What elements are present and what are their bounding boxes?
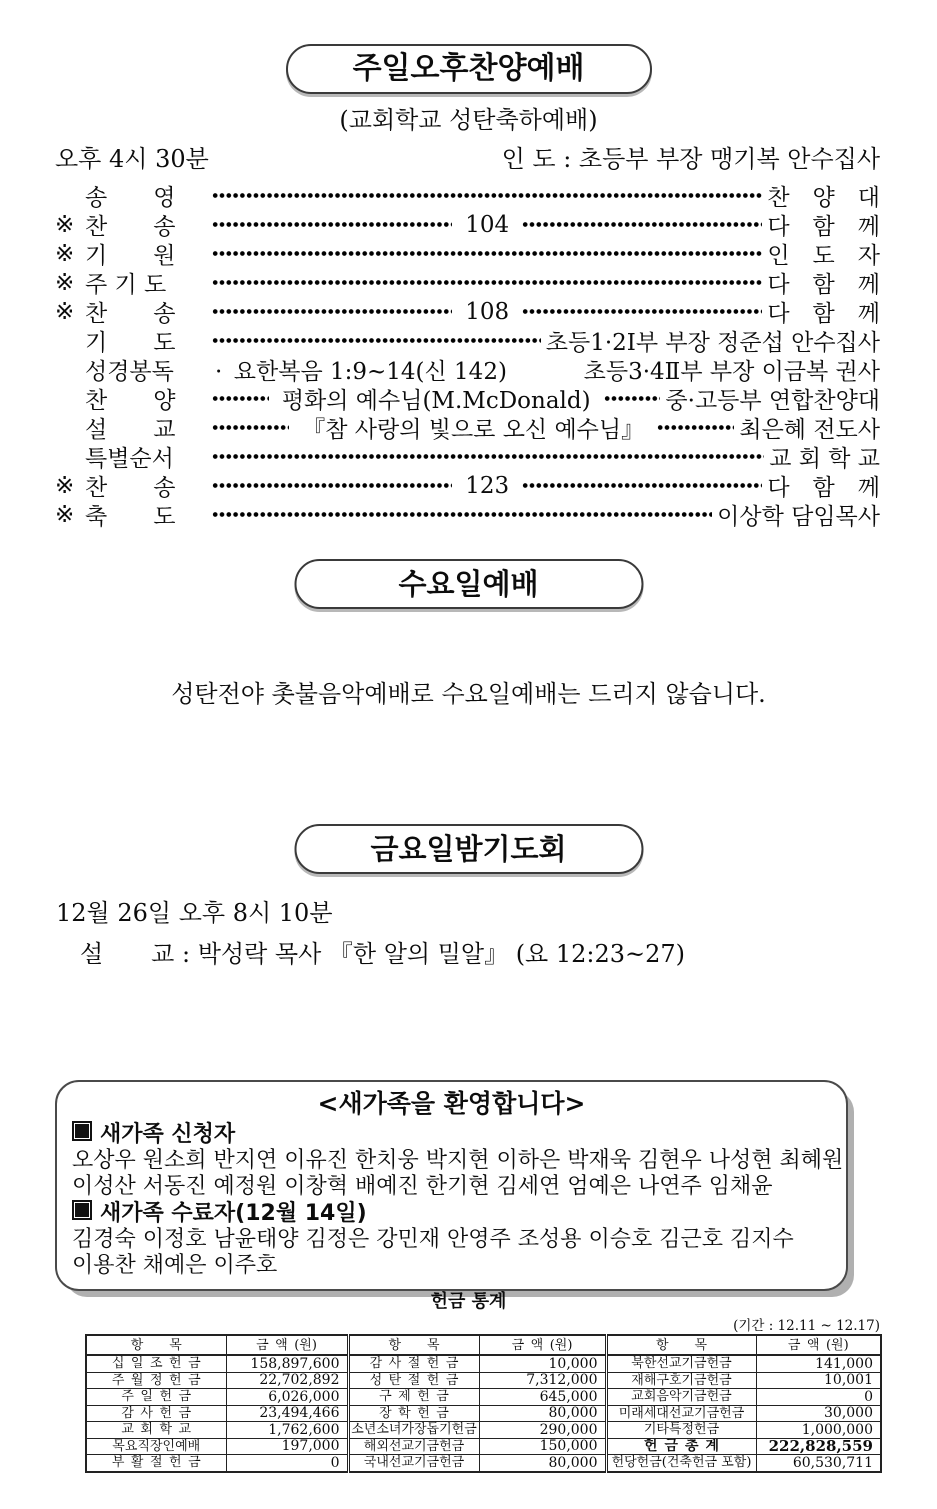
offering-item-cell: 구 제 헌 금: [348, 1389, 479, 1406]
offering-header-amount: 금 액 (원): [479, 1335, 606, 1355]
order-center-text: 평화의 예수님(M.McDonald): [281, 388, 591, 414]
worship-order-list: [55, 181, 880, 529]
dotted-leader-icon: [212, 423, 289, 432]
offering-amount-cell: 150,000: [479, 1438, 606, 1455]
order-assignee: 다 함 께: [767, 214, 880, 240]
offering-data-row: [86, 1438, 881, 1455]
order-assignee: 찬 양 대: [767, 185, 880, 211]
offering-data-row: [86, 1355, 881, 1372]
offering-item-cell: 감 사 절 헌 금: [348, 1355, 479, 1372]
order-row: [55, 442, 880, 471]
offering-amount-cell: 0: [226, 1455, 348, 1472]
new-family-names-line: 오상우 원소희 반지연 이유진 한치웅 박지현 이하은 박재욱 김현우 나성현 최혜원: [72, 1148, 844, 1173]
offering-item-cell: 성 탄 절 헌 금: [348, 1372, 479, 1389]
order-center-text: · 요한복음 1:9~14(신 142): [215, 359, 507, 385]
offering-amount-cell: 0: [756, 1389, 881, 1406]
offering-amount-cell: 80,000: [479, 1455, 606, 1472]
new-family-box: [55, 1080, 848, 1291]
dotted-leader-icon: [522, 307, 762, 316]
order-item-label: 축 도: [85, 504, 176, 530]
friday-prayer-title-box: [294, 824, 643, 874]
offering-header-row: [86, 1335, 881, 1355]
offering-item-cell: 기타특정헌금: [606, 1422, 756, 1439]
order-assignee: 다 함 께: [767, 301, 880, 327]
offering-amount-cell: 141,000: [756, 1355, 881, 1372]
offering-header-item: 항 목: [86, 1335, 226, 1355]
order-assignee: 초등1·2Ⅰ부 부장 정준섭 안수집사: [545, 330, 880, 356]
offering-item-cell: 십 일 조 헌 금: [86, 1355, 226, 1372]
new-family-section-heading: [72, 1121, 831, 1148]
offering-item-cell: 해외선교기금헌금: [348, 1438, 479, 1455]
offering-amount-cell: 7,312,000: [479, 1372, 606, 1389]
offering-amount-cell: 60,530,711: [756, 1455, 881, 1472]
new-family-names-line: 이성산 서동진 예정원 이창혁 배예진 한기현 김세연 엄예은 나연주 임채윤: [72, 1174, 773, 1199]
order-row: [55, 384, 880, 413]
order-item-label: 기 원: [85, 243, 176, 269]
dotted-leader-icon: [522, 220, 762, 229]
dotted-leader-icon: [212, 452, 764, 461]
dotted-leader-icon: [212, 191, 762, 200]
service-time: 오후 4시 30분: [55, 145, 209, 173]
offering-amount-cell: 158,897,600: [226, 1355, 348, 1372]
offering-amount-cell: 10,001: [756, 1372, 881, 1389]
order-row: [55, 471, 880, 500]
offering-data-row: [86, 1389, 881, 1406]
offering-item-cell: 주 월 정 헌 금: [86, 1372, 226, 1389]
offering-item-cell: 교회음악기금헌금: [606, 1389, 756, 1406]
dotted-leader-icon: [212, 249, 762, 258]
order-item-label: 찬 송: [85, 475, 176, 501]
offering-stats-table: [85, 1334, 882, 1473]
offering-stats-period: (기간 : 12.11 ~ 12.17): [733, 1318, 880, 1334]
offering-amount-cell: 80,000: [479, 1405, 606, 1422]
new-family-section-heading-text: 새가족 신청자: [100, 1122, 236, 1147]
order-item-label: 찬 송: [85, 301, 176, 327]
order-item-label: 특별순서: [85, 446, 174, 472]
order-marker: ※: [55, 472, 75, 499]
offering-amount-cell: 30,000: [756, 1405, 881, 1422]
offering-header-amount: 금 액 (원): [226, 1335, 348, 1355]
order-row: [55, 355, 880, 384]
offering-item-cell: 장 학 헌 금: [348, 1405, 479, 1422]
order-marker: ※: [55, 240, 75, 267]
order-assignee: 중·고등부 연합찬양대: [665, 388, 881, 414]
order-assignee: 이상학 담임목사: [717, 504, 880, 530]
order-assignee: 교 회 학 교: [769, 446, 880, 472]
order-marker: ※: [55, 501, 75, 528]
new-family-section-heading-text: 새가족 수료자(12월 14일): [100, 1201, 367, 1226]
order-row: [55, 268, 880, 297]
order-marker: ※: [55, 298, 75, 325]
offering-item-cell: 미래세대선교기금헌금: [606, 1405, 756, 1422]
order-row: [55, 181, 880, 210]
order-item-label: 찬 송: [85, 214, 176, 240]
order-item-label: 찬 양: [85, 388, 176, 414]
order-row: [55, 326, 880, 355]
offering-data-row: [86, 1455, 881, 1472]
sunday-service-subtitle: (교회학교 성탄축하예배): [339, 106, 598, 134]
order-assignee: 인 도 자: [767, 243, 880, 269]
service-leader: 인 도 : 초등부 부장 맹기복 안수집사: [501, 145, 880, 173]
offering-item-cell: 북한선교기금헌금: [606, 1355, 756, 1372]
offering-amount-cell: 222,828,559: [756, 1438, 881, 1455]
offering-header-item: 항 목: [606, 1335, 756, 1355]
dotted-leader-icon: [212, 394, 269, 403]
order-row: [55, 500, 880, 529]
offering-amount-cell: 22,702,892: [226, 1372, 348, 1389]
offering-amount-cell: 290,000: [479, 1422, 606, 1439]
offering-amount-cell: 1,762,600: [226, 1422, 348, 1439]
wednesday-service-title: 수요일예배: [398, 567, 539, 601]
offering-item-cell: 부 활 절 헌 금: [86, 1455, 226, 1472]
dotted-leader-icon: [657, 423, 734, 432]
order-row: [55, 239, 880, 268]
offering-header-amount: 금 액 (원): [756, 1335, 881, 1355]
order-center-text: 104: [465, 211, 510, 238]
offering-header-item: 항 목: [348, 1335, 479, 1355]
dotted-leader-icon: [522, 481, 762, 490]
friday-prayer-datetime: 12월 26일 오후 8시 10분: [56, 899, 333, 927]
offering-item-cell: 목요직장인예배: [86, 1438, 226, 1455]
order-center-text: 108: [465, 298, 510, 325]
order-row: [55, 297, 880, 326]
dotted-leader-icon: [212, 220, 452, 229]
dotted-leader-icon: [212, 278, 762, 287]
wednesday-service-note: 성탄전야 촛불음악예배로 수요일예배는 드리지 않습니다.: [171, 680, 766, 708]
sunday-service-time-row: [55, 139, 880, 174]
offering-amount-cell: 645,000: [479, 1389, 606, 1406]
new-family-names-line: 김경숙 이정호 남윤태양 김정은 강민재 안영주 조성용 이승호 김근호 김지수: [72, 1227, 794, 1252]
offering-data-row: [86, 1405, 881, 1422]
friday-prayer-title: 금요일밤기도회: [370, 832, 567, 866]
order-item-label: 송 영: [85, 185, 176, 211]
dotted-leader-icon: [212, 510, 712, 519]
order-item-label: 설 교: [85, 417, 176, 443]
square-bullet-icon: [72, 1121, 92, 1141]
friday-prayer-sermon: 설 교 : 박성락 목사 『한 알의 밀알』 (요 12:23~27): [80, 940, 686, 968]
order-center-text: 123: [465, 472, 510, 499]
order-row: [55, 413, 880, 442]
square-bullet-icon: [72, 1200, 92, 1220]
order-assignee: 다 함 께: [767, 272, 880, 298]
order-item-label: 기 도: [85, 330, 176, 356]
order-item-label: 주 기 도: [85, 272, 167, 298]
offering-item-cell: 주 일 헌 금: [86, 1389, 226, 1406]
new-family-names-line: 이용찬 채예은 이주호: [72, 1253, 278, 1278]
order-marker: ※: [55, 269, 75, 296]
dotted-leader-icon: [212, 307, 452, 316]
offering-stats-title: 헌금 통계: [430, 1291, 507, 1312]
offering-item-cell: 국내선교기금헌금: [348, 1455, 479, 1472]
offering-item-cell: 감 사 헌 금: [86, 1405, 226, 1422]
order-center-text: 『참 사랑의 빛으로 오신 예수님』: [302, 417, 645, 443]
dotted-leader-icon: [604, 394, 661, 403]
new-family-body: [72, 1121, 844, 1279]
order-assignee: 다 함 께: [767, 475, 880, 501]
offering-data-row: [86, 1372, 881, 1389]
dotted-leader-icon: [212, 336, 541, 345]
offering-amount-cell: 10,000: [479, 1355, 606, 1372]
order-item-label: 성경봉독: [85, 359, 174, 385]
order-assignee: 초등3·4Ⅱ부 부장 이금복 권사: [583, 359, 880, 385]
offering-amount-cell: 1,000,000: [756, 1422, 881, 1439]
offering-item-cell: 소년소녀가장돕기헌금: [348, 1422, 479, 1439]
sunday-service-title-box: [286, 44, 652, 94]
offering-data-row: [86, 1422, 881, 1439]
order-row: [55, 210, 880, 239]
offering-amount-cell: 23,494,466: [226, 1405, 348, 1422]
new-family-section-heading: [72, 1200, 831, 1227]
offering-item-cell: 헌 금 총 계: [606, 1438, 756, 1455]
dotted-leader-icon: [212, 481, 452, 490]
order-marker: ※: [55, 211, 75, 238]
sunday-service-title: 주일오후찬양예배: [352, 51, 585, 86]
order-assignee: 최은혜 전도사: [739, 417, 880, 443]
offering-amount-cell: 6,026,000: [226, 1389, 348, 1406]
offering-item-cell: 재해구호기금헌금: [606, 1372, 756, 1389]
offering-item-cell: 헌당헌금(건축헌금 포함): [606, 1455, 756, 1472]
offering-item-cell: 교 회 학 교: [86, 1422, 226, 1439]
new-family-title: <새가족을 환영합니다>: [317, 1089, 586, 1118]
wednesday-service-title-box: [294, 559, 643, 609]
offering-amount-cell: 197,000: [226, 1438, 348, 1455]
